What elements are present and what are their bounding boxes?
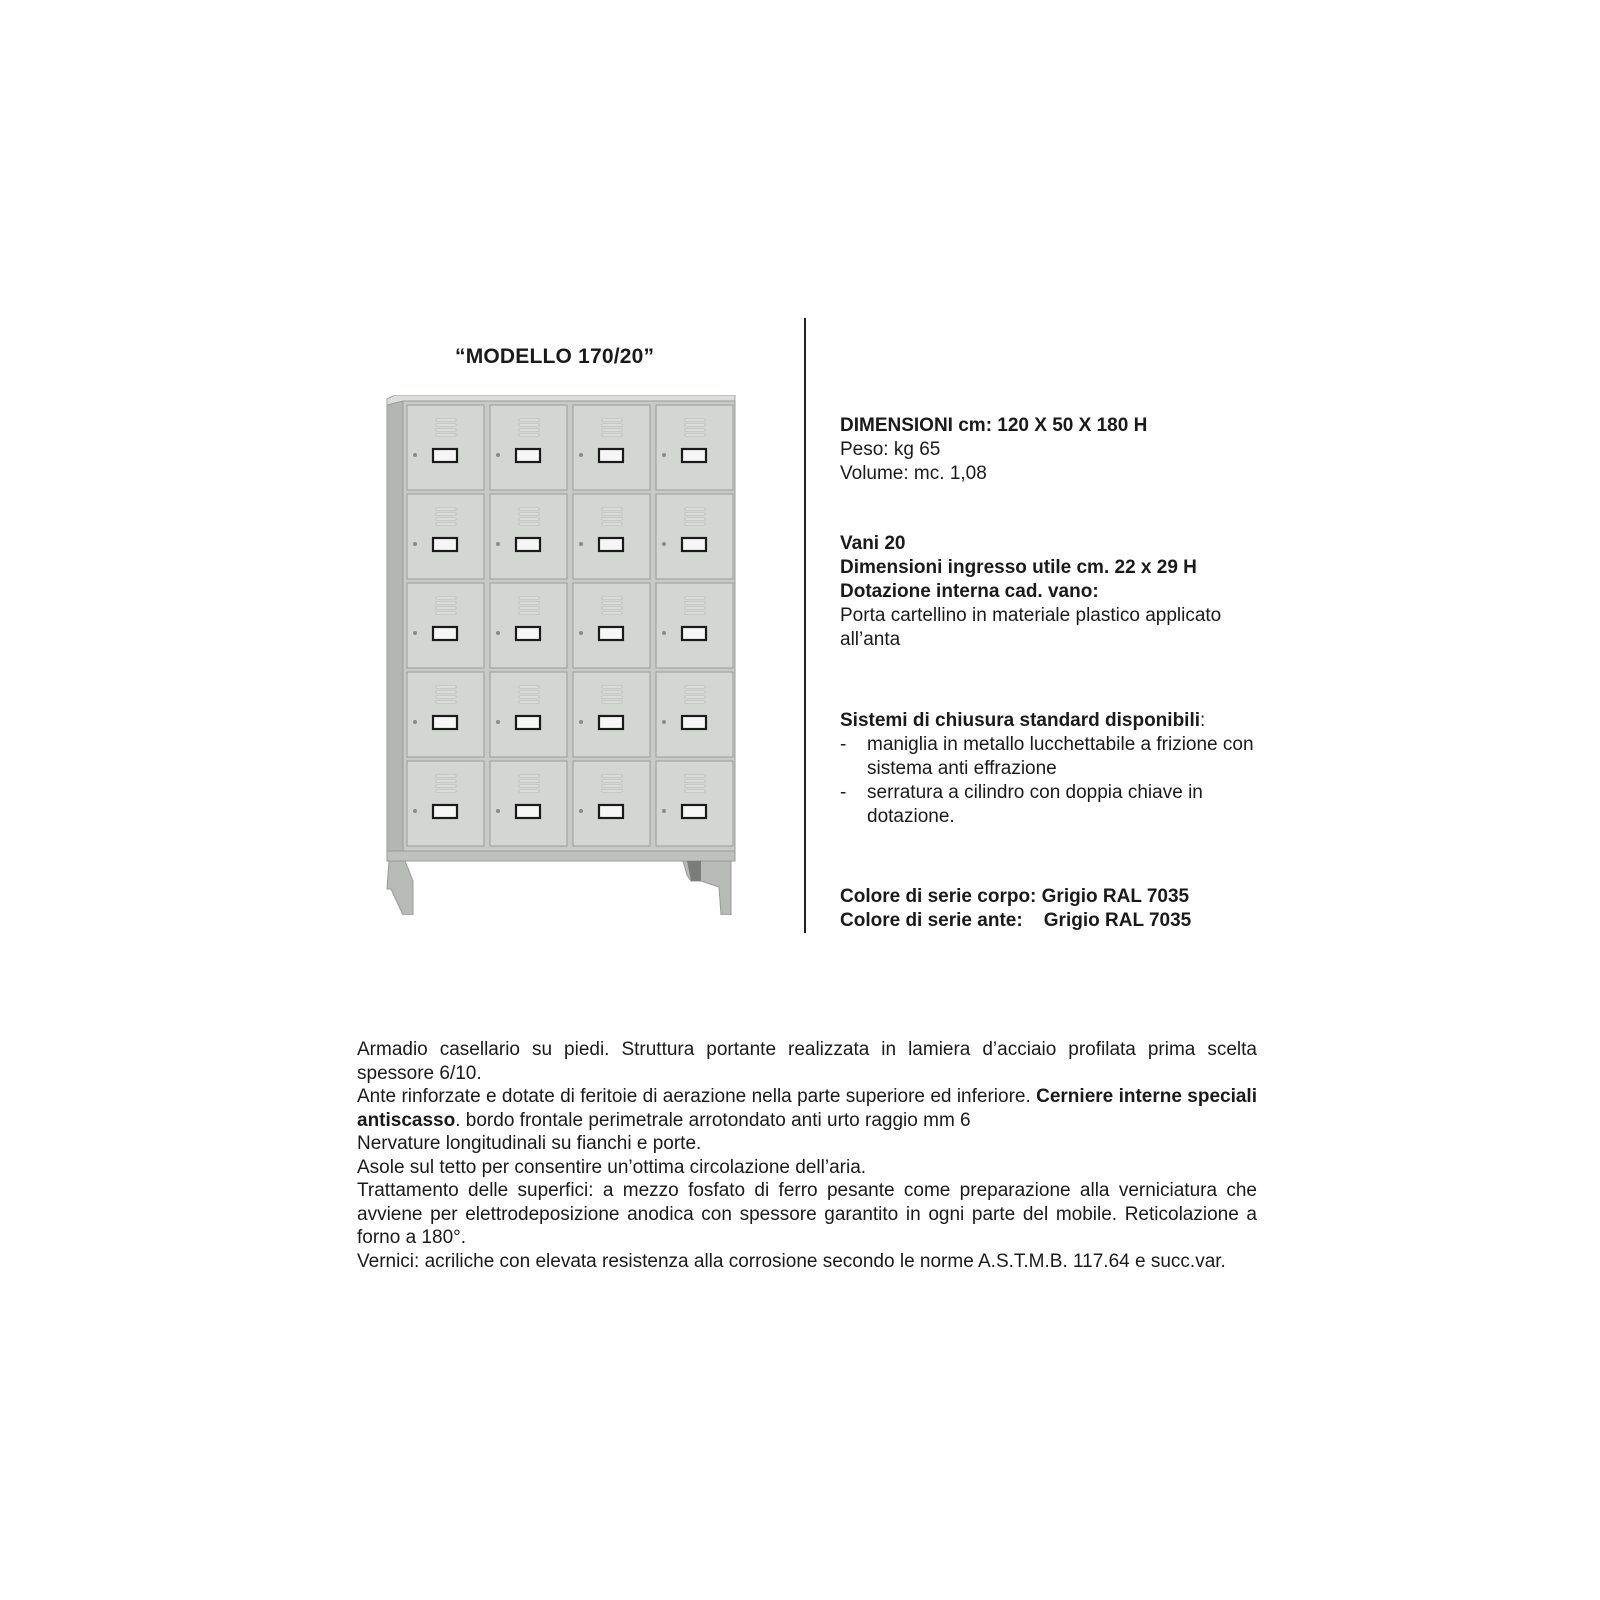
- vent-slot: [602, 602, 622, 604]
- vent-slot: [685, 513, 705, 515]
- vent-slot: [685, 785, 705, 787]
- vent-slot: [436, 508, 456, 510]
- body-color-label: Colore di serie corpo:: [840, 886, 1042, 907]
- label-holder: [433, 449, 457, 462]
- description-paragraph: Vernici: acriliche con elevata resistenza alla corrosione secondo le norme A.S.T.M.B. 117.64 e succ.var.: [357, 1250, 1226, 1272]
- description-text: . bordo frontale perimetrale arrotondato anti urto raggio mm 6: [455, 1109, 971, 1131]
- vent-slot: [436, 429, 456, 431]
- lock-dot: [496, 720, 500, 724]
- vent-slot: [436, 419, 456, 421]
- locker-door: [573, 405, 650, 490]
- door-panel: [573, 494, 650, 579]
- locker-door: [573, 761, 650, 846]
- vent-slot: [519, 691, 539, 693]
- label-holder: [682, 538, 706, 551]
- vent-slot: [602, 419, 622, 421]
- vent-slot: [436, 790, 456, 792]
- door-panel: [573, 761, 650, 846]
- specifications-panel: [840, 414, 1280, 933]
- product-description: [357, 1038, 1257, 1273]
- locking-option: [840, 781, 1280, 829]
- door-color-label: Colore di serie ante:: [840, 910, 1044, 931]
- label-holder: [682, 627, 706, 640]
- bullet-dash: -: [840, 734, 847, 755]
- lock-dot: [413, 542, 417, 546]
- vent-slot: [519, 513, 539, 515]
- label-holder: [599, 538, 623, 551]
- label-holder: [516, 716, 540, 729]
- vent-slot: [519, 434, 539, 436]
- vent-slot: [519, 419, 539, 421]
- description-paragraph: Asole sul tetto per consentire un’ottima circolazione dell’aria.: [357, 1156, 867, 1178]
- door-panel: [407, 405, 484, 490]
- lock-dot: [579, 453, 583, 457]
- vent-slot: [602, 701, 622, 703]
- door-color-value: Grigio RAL 7035: [1043, 910, 1192, 931]
- entry-dimensions-text: Dimensioni ingresso utile cm. 22 x 29 H: [840, 557, 1197, 578]
- vent-slot: [436, 434, 456, 436]
- vent-slot: [436, 513, 456, 515]
- vent-slot: [602, 513, 622, 515]
- model-title: “MODELLO 170/20”: [455, 345, 655, 368]
- locker-door: [573, 583, 650, 668]
- door-panel: [656, 672, 733, 757]
- vent-slot: [519, 429, 539, 431]
- locker-door: [656, 405, 733, 490]
- vent-slot: [436, 602, 456, 604]
- door-panel: [656, 494, 733, 579]
- vent-slot: [602, 612, 622, 614]
- door-panel: [490, 761, 567, 846]
- door-panel: [407, 761, 484, 846]
- vent-slot: [436, 424, 456, 426]
- vent-slot: [436, 696, 456, 698]
- bullet-dash: -: [840, 782, 847, 803]
- description-paragraph: Trattamento delle superfici: a mezzo fosfato di ferro pesante come preparazione alla verniciatura che avviene per elettrodeposizione anodica con spessore garantito in ogni parte del mobile. Reticolazione a forno a 180°.: [357, 1180, 1257, 1248]
- vent-slot: [519, 424, 539, 426]
- lock-dot: [413, 631, 417, 635]
- vent-slot: [685, 523, 705, 525]
- lock-dot: [662, 542, 666, 546]
- vertical-divider: [804, 318, 806, 933]
- lock-dot: [496, 809, 500, 813]
- vent-slot: [685, 419, 705, 421]
- volume-text: Volume: mc. 1,08: [840, 463, 987, 484]
- label-holder: [599, 449, 623, 462]
- vent-slot: [436, 607, 456, 609]
- vent-slot: [685, 434, 705, 436]
- door-color-row: [840, 909, 1280, 933]
- door-panel: [573, 405, 650, 490]
- vent-slot: [602, 597, 622, 599]
- vent-slot: [685, 518, 705, 520]
- vent-slot: [436, 612, 456, 614]
- vent-slot: [685, 508, 705, 510]
- vent-slot: [519, 686, 539, 688]
- vent-slot: [685, 691, 705, 693]
- vent-slot: [685, 686, 705, 688]
- label-holder: [516, 449, 540, 462]
- vent-slot: [602, 696, 622, 698]
- lock-dot: [413, 720, 417, 724]
- vent-slot: [519, 775, 539, 777]
- label-holder: [682, 805, 706, 818]
- locker-door: [490, 761, 567, 846]
- vent-slot: [602, 691, 622, 693]
- vent-slot: [602, 508, 622, 510]
- label-holder: [599, 716, 623, 729]
- locker-door: [407, 405, 484, 490]
- label-holder: [433, 716, 457, 729]
- vent-slot: [602, 523, 622, 525]
- vent-slot: [685, 602, 705, 604]
- door-panel: [490, 583, 567, 668]
- body-color-value: Grigio RAL 7035: [1041, 886, 1190, 907]
- vent-slot: [602, 775, 622, 777]
- lock-dot: [662, 720, 666, 724]
- vent-slot: [436, 518, 456, 520]
- vent-slot: [436, 780, 456, 782]
- locker-door: [656, 761, 733, 846]
- lock-dot: [496, 453, 500, 457]
- door-panel: [407, 494, 484, 579]
- label-holder: [433, 627, 457, 640]
- vent-slot: [519, 602, 539, 604]
- description-paragraph: [357, 1085, 1257, 1132]
- door-panel: [656, 583, 733, 668]
- locker-door: [573, 672, 650, 757]
- vent-slot: [602, 780, 622, 782]
- locker-door: [490, 405, 567, 490]
- vent-slot: [436, 785, 456, 787]
- label-holder: [682, 716, 706, 729]
- vent-slot: [685, 597, 705, 599]
- locker-door: [656, 672, 733, 757]
- description-bold-text: Cerniere interne speciali antiscasso: [357, 1086, 1257, 1131]
- locking-title: [840, 709, 1280, 733]
- locker-door: [490, 583, 567, 668]
- vent-slot: [519, 780, 539, 782]
- vent-slot: [685, 612, 705, 614]
- locker-door: [490, 494, 567, 579]
- vent-slot: [519, 790, 539, 792]
- vent-slot: [685, 780, 705, 782]
- door-panel: [573, 672, 650, 757]
- internal-equipment-text: Porta cartellino in materiale plastico applicato all’anta: [840, 605, 1222, 650]
- vent-slot: [685, 607, 705, 609]
- label-holder: [599, 805, 623, 818]
- label-holder: [516, 538, 540, 551]
- vent-slot: [602, 785, 622, 787]
- door-panel: [490, 494, 567, 579]
- locker-door: [490, 672, 567, 757]
- label-holder: [433, 805, 457, 818]
- lock-dot: [413, 453, 417, 457]
- locker-door: [573, 494, 650, 579]
- locking-option-text: serratura a cilindro con doppia chiave in dotazione.: [867, 782, 1203, 827]
- label-holder: [516, 805, 540, 818]
- description-paragraph: Nervature longitudinali su fianchi e porte.: [357, 1133, 702, 1154]
- vent-slot: [436, 686, 456, 688]
- door-panel: [656, 761, 733, 846]
- weight-text: Peso: kg 65: [840, 439, 941, 460]
- lock-dot: [662, 631, 666, 635]
- lock-dot: [413, 809, 417, 813]
- lock-dot: [496, 631, 500, 635]
- vent-slot: [602, 686, 622, 688]
- vent-slot: [436, 701, 456, 703]
- description-paragraph: Armadio casellario su piedi. Struttura portante realizzata in lamiera d’acciaio profilata prima scelta spessore 6/10.: [357, 1039, 1257, 1084]
- vent-slot: [602, 518, 622, 520]
- lock-dot: [662, 453, 666, 457]
- door-panel: [407, 672, 484, 757]
- vent-slot: [519, 523, 539, 525]
- locking-option: [840, 733, 1280, 781]
- vent-slot: [685, 701, 705, 703]
- vent-slot: [685, 790, 705, 792]
- door-panel: [490, 405, 567, 490]
- vent-slot: [685, 424, 705, 426]
- vent-slot: [519, 785, 539, 787]
- vent-slot: [519, 612, 539, 614]
- vent-slot: [436, 597, 456, 599]
- locker-door: [407, 672, 484, 757]
- locking-option-text: maniglia in metallo lucchettabile a frizione con sistema anti effrazione: [867, 734, 1254, 779]
- vent-slot: [519, 518, 539, 520]
- door-panel: [490, 672, 567, 757]
- vent-slot: [602, 429, 622, 431]
- locker-door: [656, 583, 733, 668]
- label-holder: [599, 627, 623, 640]
- vent-slot: [519, 696, 539, 698]
- locker-door: [407, 761, 484, 846]
- compartments-text: Vani 20: [840, 533, 906, 554]
- vent-slot: [602, 424, 622, 426]
- label-holder: [433, 538, 457, 551]
- vent-slot: [685, 775, 705, 777]
- internal-equipment-label: Dotazione interna cad. vano:: [840, 581, 1099, 602]
- locker-door: [656, 494, 733, 579]
- body-color-row: [840, 885, 1280, 909]
- vent-slot: [436, 691, 456, 693]
- vent-slot: [519, 508, 539, 510]
- vent-slot: [602, 790, 622, 792]
- lock-dot: [579, 720, 583, 724]
- locker-door: [407, 583, 484, 668]
- label-holder: [516, 627, 540, 640]
- locker-cabinet-image: [383, 395, 743, 915]
- locker-door: [407, 494, 484, 579]
- description-text: Ante rinforzate e dotate di feritoie di aerazione nella parte superiore ed inferiore.: [357, 1086, 1037, 1107]
- vent-slot: [685, 696, 705, 698]
- vent-slot: [602, 607, 622, 609]
- lock-dot: [579, 631, 583, 635]
- lock-dot: [579, 542, 583, 546]
- label-holder: [682, 449, 706, 462]
- vent-slot: [685, 429, 705, 431]
- vent-slot: [519, 607, 539, 609]
- lock-dot: [579, 809, 583, 813]
- door-panel: [573, 583, 650, 668]
- lock-dot: [662, 809, 666, 813]
- locking-title-colon: :: [1200, 710, 1206, 731]
- vent-slot: [602, 434, 622, 436]
- door-panel: [656, 405, 733, 490]
- lock-dot: [496, 542, 500, 546]
- vent-slot: [436, 775, 456, 777]
- vent-slot: [436, 523, 456, 525]
- door-panel: [407, 583, 484, 668]
- vent-slot: [519, 701, 539, 703]
- dimensions-text: DIMENSIONI cm: 120 X 50 X 180 H: [840, 415, 1148, 436]
- locking-title-text: Sistemi di chiusura standard disponibili: [840, 710, 1201, 731]
- vent-slot: [519, 597, 539, 599]
